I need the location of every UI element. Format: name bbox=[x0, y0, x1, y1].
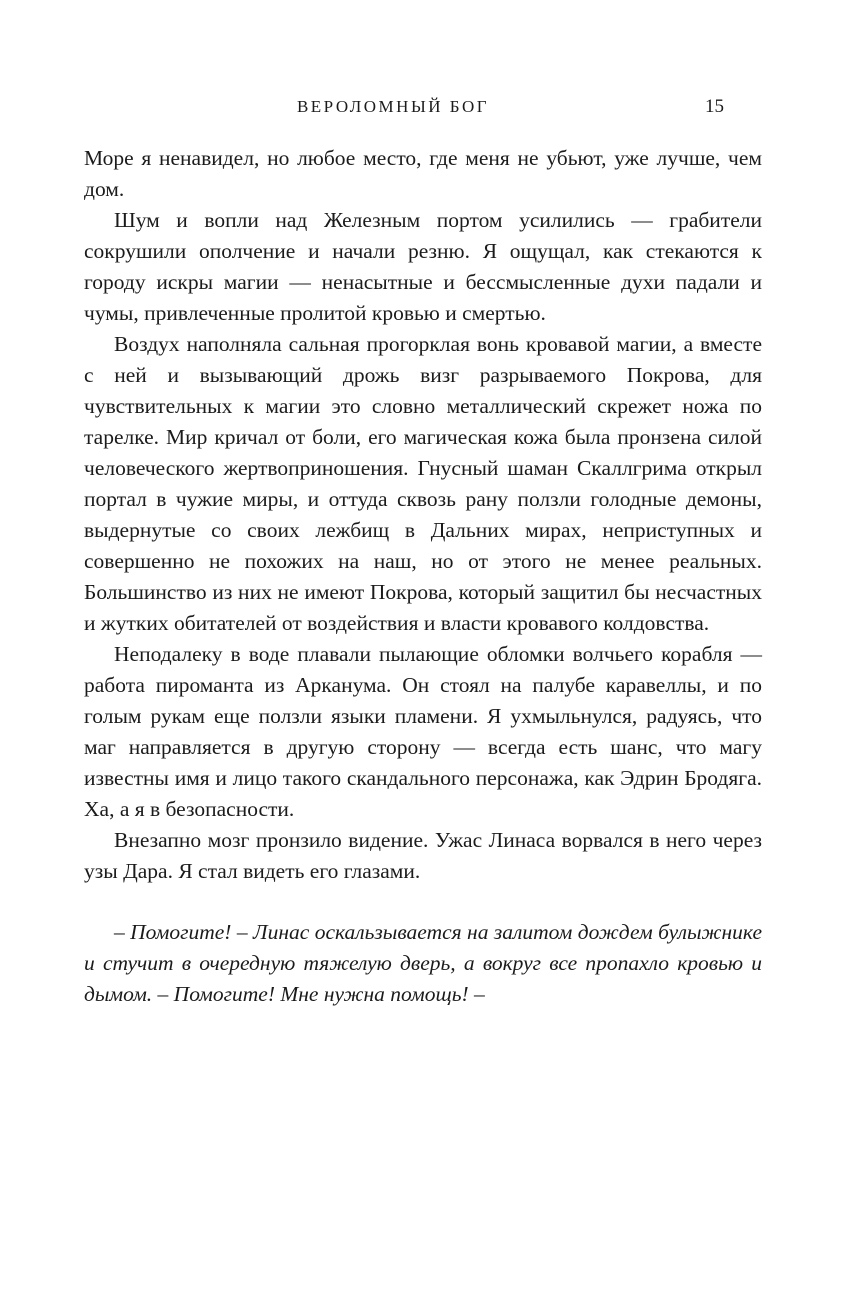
paragraph: Шум и вопли над Железным портом усилились — грабители сокрушили ополчение и начали резню. Я ощущал, как стекаются к городу искры магии — ненасытные и бессмысленные духи падали и чумы, привлеченные пролитой кровью и смертью. bbox=[84, 208, 762, 325]
paragraph: Неподалеку в воде плавали пылающие обломки волчьего корабля — работа пироманта из Арканума. Он стоял на палубе каравеллы, и по голым рукам еще ползли языки пламени. Я ухмыльнулся, радуясь, что маг направляется в другую сторону — всегда есть шанс, что магу известны имя и лицо такого скандального персонажа, как Эдрин Бродяга. Ха, а я в безопасности. bbox=[84, 642, 762, 821]
paragraph: Внезапно мозг пронзило видение. Ужас Линаса ворвался в него через узы Дара. Я стал видеть его глазами. bbox=[84, 828, 762, 883]
page-body bbox=[84, 143, 762, 1010]
page-number: 15 bbox=[705, 96, 724, 117]
paragraph: Море я ненавидел, но любое место, где меня не убьют, уже лучше, чем дом. bbox=[84, 146, 762, 201]
paragraph: Воздух наполняла сальная прогорклая вонь кровавой магии, а вместе с ней и вызывающий дрожь визг разрываемого Покрова, для чувствительных к магии это словно металлический скрежет ножа по тарелке. Мир кричал от боли, его магическая кожа была пронзена силой человеческого жертвоприношения. Гнусный шаман Скаллгрима открыл портал в чужие миры, и оттуда сквозь рану ползли голодные демоны, выдернутые со своих лежбищ в Дальних мирах, неприступных и совершенно не похожих на наш, но от этого не менее реальных. Большинство из них не имеют Покрова, который защитил бы несчастных и жутких обитателей от воздействия и власти кровавого колдовства. bbox=[84, 332, 762, 635]
paragraph-dialogue: – Помогите! – Линас оскальзывается на залитом дождем булыжнике и стучит в очередную тяжелую дверь, а вокруг все пропахло кровью и дымом. – Помогите! Мне нужна помощь! – bbox=[84, 920, 762, 1006]
running-header bbox=[84, 97, 762, 121]
running-title: ВЕРОЛОМНЫЙ БОГ bbox=[296, 97, 490, 116]
